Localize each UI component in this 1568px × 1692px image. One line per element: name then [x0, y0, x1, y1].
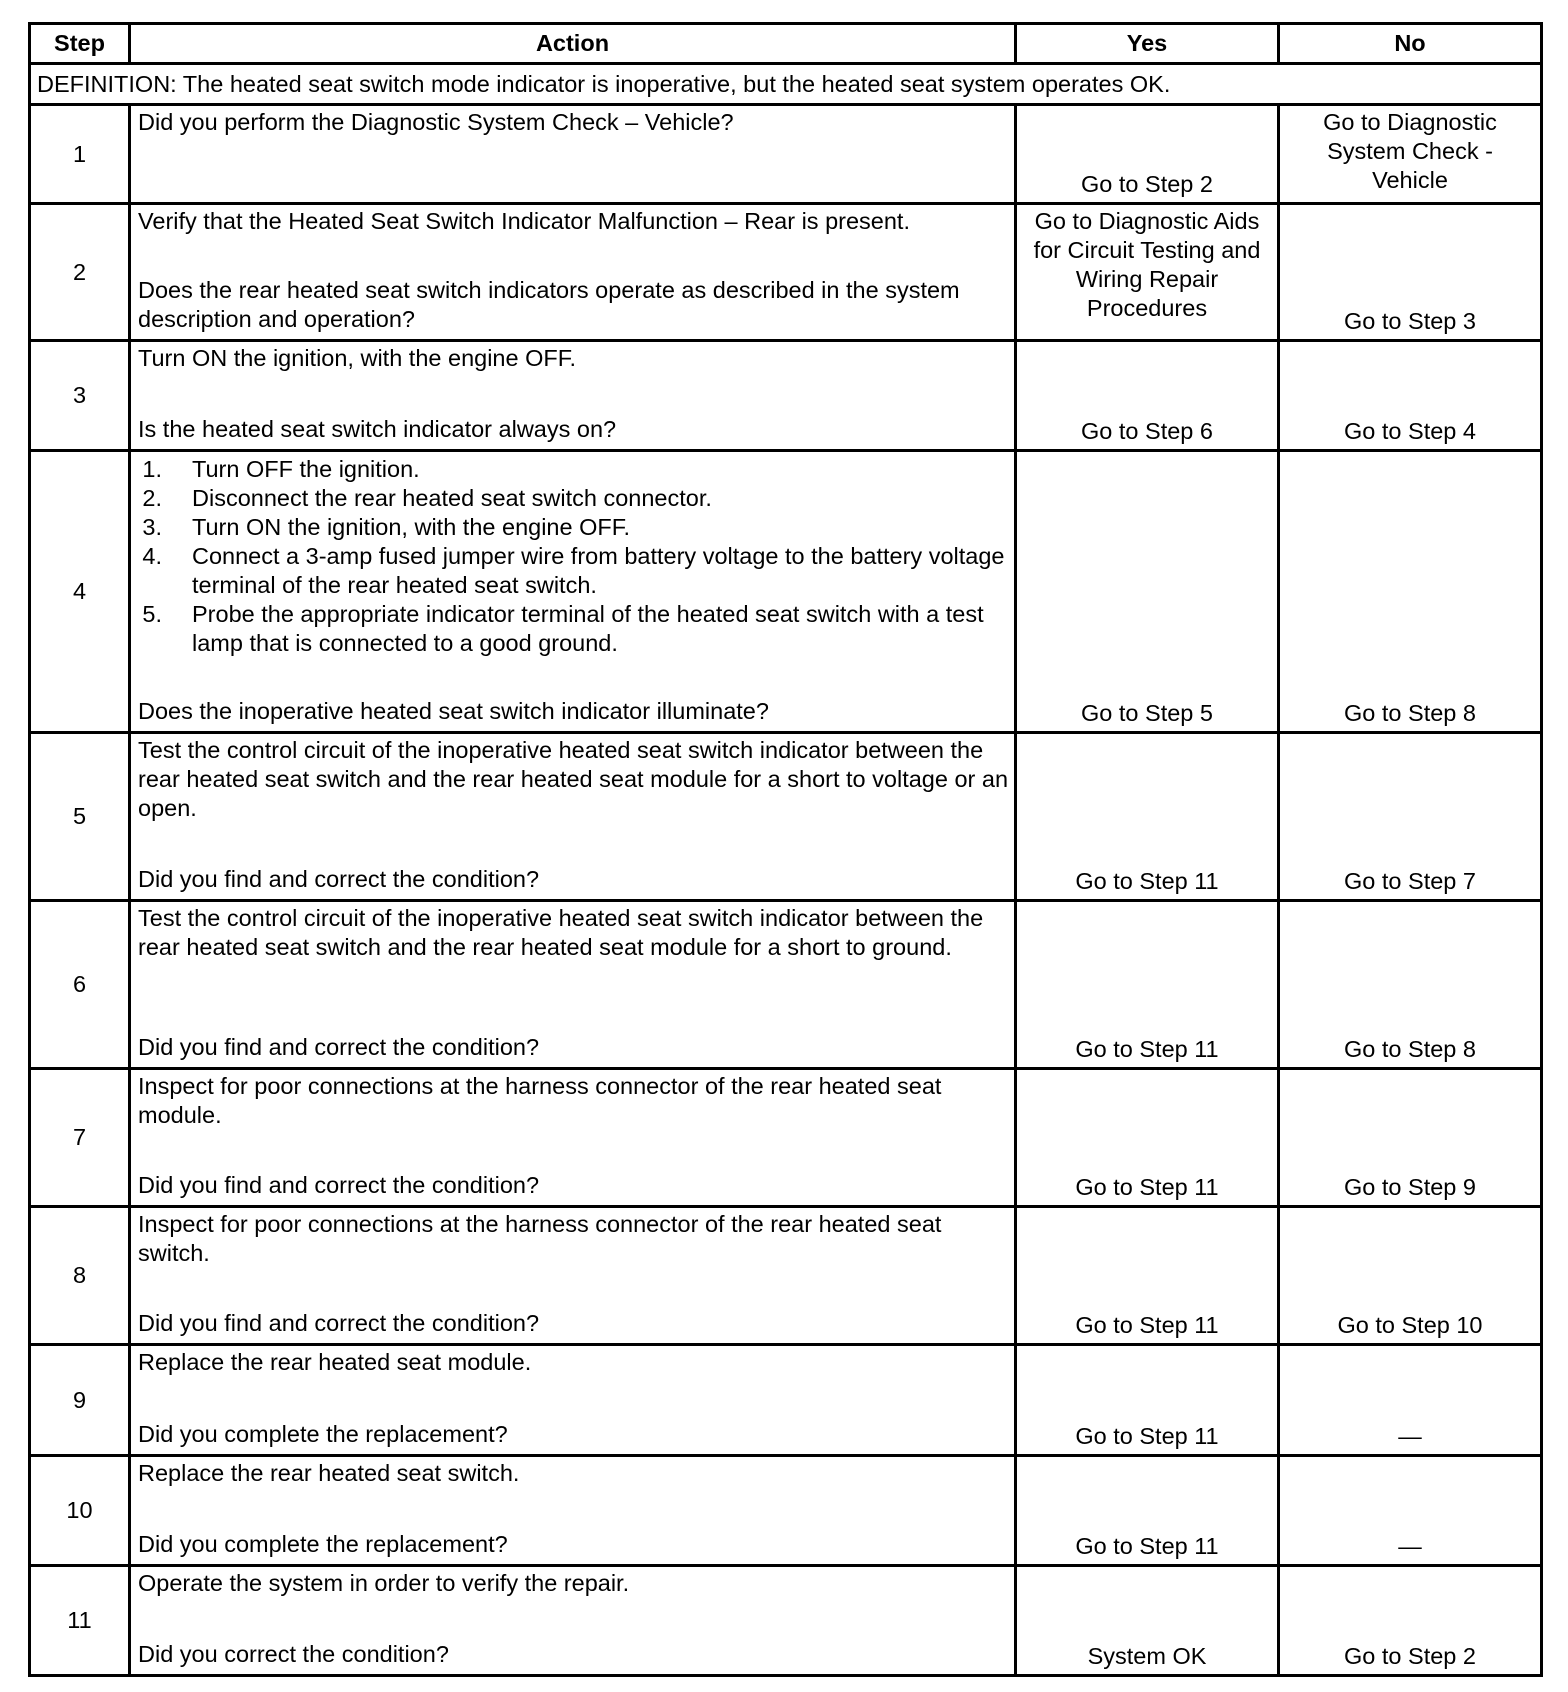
table-row — [30, 1566, 1542, 1676]
header-yes: Yes — [1016, 24, 1279, 64]
no-result: Go to Step 8 — [1279, 901, 1542, 1069]
step-number: 1 — [30, 105, 130, 204]
no-result: Go to Step 9 — [1279, 1069, 1542, 1207]
header-action: Action — [130, 24, 1016, 64]
action-question: Did you find and correct the condition? — [138, 1172, 540, 1198]
yes-result: System OK — [1016, 1566, 1279, 1676]
list-item — [142, 484, 1009, 513]
action-cell — [130, 733, 1016, 901]
step-number: 11 — [30, 1566, 130, 1676]
list-item-text: Connect a 3-amp fused jumper wire from battery voltage to the battery voltage terminal of the rear heated seat switch. — [192, 543, 1005, 598]
action-text: Verify that the Heated Seat Switch Indicator Malfunction – Rear is present. — [138, 208, 910, 234]
table-row — [30, 1456, 1542, 1566]
action-cell — [130, 1207, 1016, 1345]
yes-result: Go to Step 2 — [1016, 105, 1279, 204]
header-row — [30, 24, 1542, 64]
action-cell — [130, 204, 1016, 341]
step-number: 5 — [30, 733, 130, 901]
no-result: Go to Step 8 — [1279, 451, 1542, 733]
action-cell — [130, 901, 1016, 1069]
action-text: Inspect for poor connections at the harness connector of the rear heated seat switch. — [138, 1211, 942, 1266]
header-no: No — [1279, 24, 1542, 64]
no-result: Go to Step 3 — [1279, 204, 1542, 341]
table-row — [30, 204, 1542, 341]
table-row — [30, 1207, 1542, 1345]
action-question: Does the rear heated seat switch indicators operate as described in the system description and operation? — [138, 277, 960, 332]
yes-result: Go to Step 11 — [1016, 1345, 1279, 1456]
table-row — [30, 451, 1542, 733]
no-result: — — [1279, 1345, 1542, 1456]
action-text: Did you perform the Diagnostic System Check – Vehicle? — [138, 109, 734, 135]
yes-result: Go to Step 11 — [1016, 733, 1279, 901]
action-cell — [130, 1566, 1016, 1676]
action-question: Did you find and correct the condition? — [138, 866, 540, 892]
list-item — [142, 542, 1009, 600]
list-item — [142, 455, 1009, 484]
diagnostic-table — [28, 22, 1543, 1677]
step-number: 6 — [30, 901, 130, 1069]
action-cell — [130, 1069, 1016, 1207]
action-text: Replace the rear heated seat module. — [138, 1349, 532, 1375]
list-item-number: 4. — [142, 543, 162, 569]
list-item-text: Probe the appropriate indicator terminal of the heated seat switch with a test lamp that is connected to a good ground. — [192, 601, 984, 656]
step-number: 9 — [30, 1345, 130, 1456]
action-question: Did you find and correct the condition? — [138, 1310, 540, 1336]
list-item-text: Disconnect the rear heated seat switch connector. — [192, 485, 712, 511]
action-cell — [130, 451, 1016, 733]
yes-result: Go to Diagnostic Aids for Circuit Testing and Wiring Repair Procedures — [1016, 204, 1279, 341]
no-result: Go to Step 2 — [1279, 1566, 1542, 1676]
action-text: Operate the system in order to verify the repair. — [138, 1570, 630, 1596]
action-text: Turn ON the ignition, with the engine OFF. — [138, 345, 577, 371]
table-row — [30, 105, 1542, 204]
definition-text: DEFINITION: The heated seat switch mode indicator is inoperative, but the heated seat system operates OK. — [30, 64, 1542, 105]
action-question: Did you find and correct the condition? — [138, 1034, 540, 1060]
step-number: 4 — [30, 451, 130, 733]
action-question: Did you correct the condition? — [138, 1641, 449, 1667]
yes-result: Go to Step 11 — [1016, 1069, 1279, 1207]
action-steps-list — [138, 455, 1009, 658]
action-question: Does the inoperative heated seat switch indicator illuminate? — [138, 698, 769, 724]
step-number: 10 — [30, 1456, 130, 1566]
list-item-number: 2. — [142, 485, 162, 511]
list-item-number: 5. — [142, 601, 162, 627]
yes-result: Go to Step 11 — [1016, 1207, 1279, 1345]
action-text: Replace the rear heated seat switch. — [138, 1460, 520, 1486]
step-number: 3 — [30, 341, 130, 451]
yes-result: Go to Step 6 — [1016, 341, 1279, 451]
action-text: Test the control circuit of the inoperative heated seat switch indicator between the rear heated seat switch and the rear heated seat module for a short to voltage or an open. — [138, 737, 1009, 821]
header-step: Step — [30, 24, 130, 64]
step-number: 2 — [30, 204, 130, 341]
yes-result: Go to Step 11 — [1016, 1456, 1279, 1566]
no-result: Go to Step 10 — [1279, 1207, 1542, 1345]
list-item-number: 1. — [142, 456, 162, 482]
action-cell — [130, 1456, 1016, 1566]
no-result: Go to Step 7 — [1279, 733, 1542, 901]
action-text: Inspect for poor connections at the harness connector of the rear heated seat module. — [138, 1073, 942, 1128]
no-result: Go to Step 4 — [1279, 341, 1542, 451]
list-item — [142, 513, 1009, 542]
list-item-number: 3. — [142, 514, 162, 540]
definition-row — [30, 64, 1542, 105]
action-question: Did you complete the replacement? — [138, 1531, 508, 1557]
yes-result: Go to Step 5 — [1016, 451, 1279, 733]
action-cell — [130, 341, 1016, 451]
step-number: 7 — [30, 1069, 130, 1207]
step-number: 8 — [30, 1207, 130, 1345]
table-row — [30, 1345, 1542, 1456]
action-cell — [130, 1345, 1016, 1456]
table-row — [30, 733, 1542, 901]
action-question: Did you complete the replacement? — [138, 1421, 508, 1447]
no-result: Go to Diagnostic System Check - Vehicle — [1279, 105, 1542, 204]
list-item-text: Turn OFF the ignition. — [192, 456, 420, 482]
yes-result: Go to Step 11 — [1016, 901, 1279, 1069]
action-cell — [130, 105, 1016, 204]
list-item-text: Turn ON the ignition, with the engine OFF. — [192, 514, 631, 540]
no-result: — — [1279, 1456, 1542, 1566]
action-question: Is the heated seat switch indicator always on? — [138, 416, 617, 442]
action-text: Test the control circuit of the inoperative heated seat switch indicator between the rear heated seat switch and the rear heated seat module for a short to ground. — [138, 905, 984, 960]
table-row — [30, 901, 1542, 1069]
table-row — [30, 341, 1542, 451]
list-item — [142, 600, 1009, 658]
table-row — [30, 1069, 1542, 1207]
